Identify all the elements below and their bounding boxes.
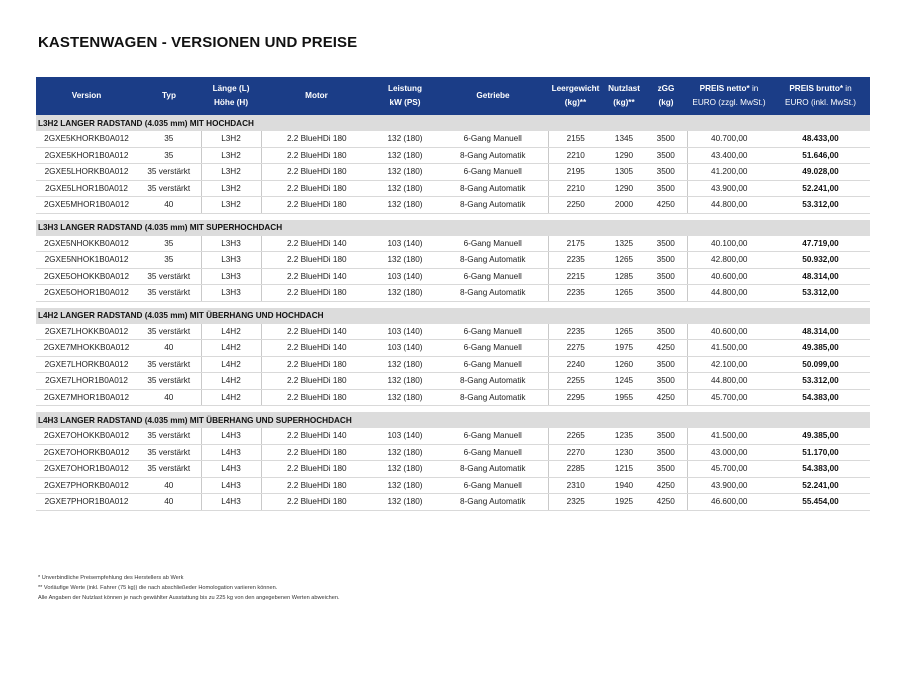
cell-leistung: 132 (180) <box>372 389 438 406</box>
footnotes <box>38 573 340 603</box>
cell-preis-brutto: 52.241,00 <box>771 180 870 197</box>
cell-zgg: 3500 <box>645 444 687 461</box>
cell-motor: 2.2 BlueHDi 180 <box>261 197 372 214</box>
table-row <box>36 477 870 494</box>
table-row <box>36 340 870 357</box>
footnote: ** Vorläufige Werte (inkl. Fahrer (75 kg)) die nach abschließeder Homologation variieren können. <box>38 585 278 591</box>
footnote: Alle Angaben der Nutzlast können je nach gewählter Ausstattung bis zu 225 kg von den angegebenen Werten abweichen. <box>38 595 340 601</box>
header-version: Version <box>36 77 137 115</box>
cell-getriebe: 6-Gang Manuell <box>438 340 548 357</box>
cell-leistung: 132 (180) <box>372 477 438 494</box>
cell-zgg: 3500 <box>645 324 687 340</box>
section-title: L3H2 LANGER RADSTAND (4.035 mm) MIT HOCHDACH <box>36 115 870 131</box>
cell-motor: 2.2 BlueHDi 180 <box>261 461 372 478</box>
cell-motor: 2.2 BlueHDi 140 <box>261 428 372 444</box>
cell-version: 2GXE7LHOR1B0A012 <box>36 373 137 390</box>
cell-preis-brutto: 53.312,00 <box>771 285 870 302</box>
cell-preis-netto: 43.900,00 <box>687 180 771 197</box>
cell-typ: 40 <box>137 389 201 406</box>
cell-nutzlast: 1955 <box>603 389 645 406</box>
cell-motor: 2.2 BlueHDi 180 <box>261 164 372 181</box>
cell-preis-brutto: 48.433,00 <box>771 131 870 147</box>
cell-leistung: 103 (140) <box>372 268 438 285</box>
table-row <box>36 236 870 252</box>
cell-getriebe: 6-Gang Manuell <box>438 444 548 461</box>
cell-getriebe: 8-Gang Automatik <box>438 252 548 269</box>
cell-getriebe: 8-Gang Automatik <box>438 461 548 478</box>
cell-typ: 35 verstärkt <box>137 164 201 181</box>
cell-laenge-hoehe: L3H3 <box>201 268 261 285</box>
cell-zgg: 3500 <box>645 131 687 147</box>
cell-nutzlast: 1215 <box>603 461 645 478</box>
cell-preis-brutto: 49.385,00 <box>771 340 870 357</box>
header-typ: Typ <box>137 77 201 115</box>
cell-leergewicht: 2310 <box>548 477 603 494</box>
cell-leistung: 132 (180) <box>372 494 438 511</box>
cell-nutzlast: 1925 <box>603 494 645 511</box>
cell-preis-netto: 46.600,00 <box>687 494 771 511</box>
footnote: * Unverbindliche Preisempfehlung des Herstellers ab Werk <box>38 575 184 581</box>
cell-zgg: 4250 <box>645 340 687 357</box>
cell-leistung: 132 (180) <box>372 444 438 461</box>
cell-getriebe: 6-Gang Manuell <box>438 356 548 373</box>
cell-preis-brutto: 49.385,00 <box>771 428 870 444</box>
cell-preis-brutto: 53.312,00 <box>771 373 870 390</box>
cell-leistung: 103 (140) <box>372 340 438 357</box>
cell-typ: 35 verstärkt <box>137 285 201 302</box>
cell-version: 2GXE5KHORKB0A012 <box>36 131 137 147</box>
cell-nutzlast: 2000 <box>603 197 645 214</box>
cell-zgg: 3500 <box>645 285 687 302</box>
cell-leergewicht: 2325 <box>548 494 603 511</box>
header-leistung: Leistung kW (PS) <box>372 77 438 115</box>
cell-laenge-hoehe: L4H2 <box>201 356 261 373</box>
cell-getriebe: 6-Gang Manuell <box>438 428 548 444</box>
cell-getriebe: 6-Gang Manuell <box>438 268 548 285</box>
cell-leergewicht: 2285 <box>548 461 603 478</box>
cell-nutzlast: 1290 <box>603 147 645 164</box>
cell-motor: 2.2 BlueHDi 180 <box>261 444 372 461</box>
cell-preis-netto: 40.600,00 <box>687 268 771 285</box>
cell-version: 2GXE5LHORKB0A012 <box>36 164 137 181</box>
cell-motor: 2.2 BlueHDi 180 <box>261 477 372 494</box>
cell-version: 2GXE5MHOR1B0A012 <box>36 197 137 214</box>
cell-preis-brutto: 55.454,00 <box>771 494 870 511</box>
cell-laenge-hoehe: L4H3 <box>201 461 261 478</box>
cell-preis-netto: 40.100,00 <box>687 236 771 252</box>
header-motor: Motor <box>261 77 372 115</box>
table-row <box>36 494 870 511</box>
cell-version: 2GXE5NHOKKB0A012 <box>36 236 137 252</box>
cell-leergewicht: 2210 <box>548 147 603 164</box>
section-header-row <box>36 412 870 428</box>
cell-motor: 2.2 BlueHDi 140 <box>261 340 372 357</box>
cell-preis-netto: 43.400,00 <box>687 147 771 164</box>
cell-preis-netto: 45.700,00 <box>687 461 771 478</box>
table-row <box>36 373 870 390</box>
cell-getriebe: 8-Gang Automatik <box>438 180 548 197</box>
cell-leistung: 132 (180) <box>372 180 438 197</box>
cell-getriebe: 8-Gang Automatik <box>438 494 548 511</box>
cell-motor: 2.2 BlueHDi 180 <box>261 252 372 269</box>
cell-version: 2GXE7OHOKKB0A012 <box>36 428 137 444</box>
section-title: L4H3 LANGER RADSTAND (4.035 mm) MIT ÜBERHANG UND SUPERHOCHDACH <box>36 412 870 428</box>
cell-zgg: 3500 <box>645 147 687 164</box>
section-header-row <box>36 115 870 131</box>
cell-leistung: 103 (140) <box>372 428 438 444</box>
cell-motor: 2.2 BlueHDi 140 <box>261 324 372 340</box>
cell-leergewicht: 2255 <box>548 373 603 390</box>
cell-typ: 35 verstärkt <box>137 461 201 478</box>
cell-laenge-hoehe: L3H2 <box>201 147 261 164</box>
cell-nutzlast: 1260 <box>603 356 645 373</box>
cell-typ: 35 <box>137 252 201 269</box>
cell-leergewicht: 2175 <box>548 236 603 252</box>
cell-zgg: 3500 <box>645 268 687 285</box>
cell-preis-netto: 44.800,00 <box>687 197 771 214</box>
cell-motor: 2.2 BlueHDi 180 <box>261 356 372 373</box>
cell-getriebe: 6-Gang Manuell <box>438 324 548 340</box>
cell-typ: 35 verstärkt <box>137 180 201 197</box>
cell-version: 2GXE7PHOR1B0A012 <box>36 494 137 511</box>
cell-preis-brutto: 54.383,00 <box>771 389 870 406</box>
cell-leistung: 132 (180) <box>372 197 438 214</box>
cell-nutzlast: 1230 <box>603 444 645 461</box>
cell-getriebe: 6-Gang Manuell <box>438 131 548 147</box>
price-table <box>36 77 870 511</box>
cell-zgg: 3500 <box>645 236 687 252</box>
cell-version: 2GXE5OHOR1B0A012 <box>36 285 137 302</box>
cell-laenge-hoehe: L3H3 <box>201 236 261 252</box>
cell-preis-brutto: 52.241,00 <box>771 477 870 494</box>
cell-leergewicht: 2295 <box>548 389 603 406</box>
cell-nutzlast: 1290 <box>603 180 645 197</box>
cell-leistung: 132 (180) <box>372 356 438 373</box>
cell-getriebe: 8-Gang Automatik <box>438 285 548 302</box>
cell-laenge-hoehe: L4H2 <box>201 324 261 340</box>
table-row <box>36 268 870 285</box>
cell-leistung: 132 (180) <box>372 252 438 269</box>
cell-zgg: 4250 <box>645 494 687 511</box>
cell-nutzlast: 1285 <box>603 268 645 285</box>
cell-motor: 2.2 BlueHDi 180 <box>261 389 372 406</box>
cell-leergewicht: 2270 <box>548 444 603 461</box>
cell-typ: 35 verstärkt <box>137 373 201 390</box>
table-row <box>36 285 870 302</box>
header-getriebe: Getriebe <box>438 77 548 115</box>
table-row <box>36 180 870 197</box>
table-row <box>36 356 870 373</box>
cell-leistung: 103 (140) <box>372 324 438 340</box>
cell-getriebe: 8-Gang Automatik <box>438 147 548 164</box>
cell-leergewicht: 2235 <box>548 252 603 269</box>
cell-zgg: 4250 <box>645 477 687 494</box>
section-title: L4H2 LANGER RADSTAND (4.035 mm) MIT ÜBERHANG UND HOCHDACH <box>36 308 870 324</box>
cell-preis-netto: 44.800,00 <box>687 285 771 302</box>
cell-laenge-hoehe: L4H3 <box>201 477 261 494</box>
cell-laenge-hoehe: L3H2 <box>201 197 261 214</box>
cell-typ: 35 verstärkt <box>137 268 201 285</box>
cell-zgg: 3500 <box>645 373 687 390</box>
cell-laenge-hoehe: L4H2 <box>201 373 261 390</box>
header-laenge: Länge (L) Höhe (H) <box>201 77 261 115</box>
cell-typ: 40 <box>137 494 201 511</box>
cell-version: 2GXE5KHOR1B0A012 <box>36 147 137 164</box>
cell-motor: 2.2 BlueHDi 140 <box>261 268 372 285</box>
table-header-row <box>36 77 870 115</box>
cell-nutzlast: 1265 <box>603 285 645 302</box>
table-row <box>36 324 870 340</box>
cell-typ: 35 <box>137 236 201 252</box>
table-row <box>36 389 870 406</box>
cell-nutzlast: 1265 <box>603 324 645 340</box>
cell-zgg: 4250 <box>645 197 687 214</box>
cell-version: 2GXE7OHORKB0A012 <box>36 444 137 461</box>
cell-preis-netto: 40.700,00 <box>687 131 771 147</box>
cell-preis-brutto: 53.312,00 <box>771 197 870 214</box>
cell-motor: 2.2 BlueHDi 180 <box>261 494 372 511</box>
cell-motor: 2.2 BlueHDi 140 <box>261 236 372 252</box>
cell-leistung: 132 (180) <box>372 164 438 181</box>
cell-zgg: 3500 <box>645 164 687 181</box>
cell-zgg: 3500 <box>645 461 687 478</box>
section-header-row <box>36 308 870 324</box>
table-row <box>36 197 870 214</box>
cell-nutzlast: 1325 <box>603 236 645 252</box>
cell-getriebe: 8-Gang Automatik <box>438 389 548 406</box>
cell-leergewicht: 2240 <box>548 356 603 373</box>
cell-motor: 2.2 BlueHDi 180 <box>261 180 372 197</box>
cell-version: 2GXE5LHOR1B0A012 <box>36 180 137 197</box>
cell-leistung: 132 (180) <box>372 461 438 478</box>
cell-preis-brutto: 47.719,00 <box>771 236 870 252</box>
cell-leergewicht: 2235 <box>548 324 603 340</box>
cell-laenge-hoehe: L4H3 <box>201 494 261 511</box>
cell-preis-netto: 40.600,00 <box>687 324 771 340</box>
cell-getriebe: 6-Gang Manuell <box>438 164 548 181</box>
cell-preis-brutto: 50.099,00 <box>771 356 870 373</box>
cell-nutzlast: 1345 <box>603 131 645 147</box>
cell-laenge-hoehe: L4H2 <box>201 340 261 357</box>
cell-version: 2GXE7LHORKB0A012 <box>36 356 137 373</box>
cell-zgg: 3500 <box>645 180 687 197</box>
cell-leergewicht: 2235 <box>548 285 603 302</box>
cell-leergewicht: 2210 <box>548 180 603 197</box>
section-title: L3H3 LANGER RADSTAND (4.035 mm) MIT SUPERHOCHDACH <box>36 220 870 236</box>
table-body <box>36 115 870 510</box>
cell-preis-brutto: 48.314,00 <box>771 324 870 340</box>
cell-leistung: 103 (140) <box>372 236 438 252</box>
cell-leergewicht: 2265 <box>548 428 603 444</box>
cell-zgg: 3500 <box>645 252 687 269</box>
cell-nutzlast: 1305 <box>603 164 645 181</box>
cell-version: 2GXE5OHOKKB0A012 <box>36 268 137 285</box>
cell-preis-netto: 43.000,00 <box>687 444 771 461</box>
header-preis-brutto: PREIS brutto* in EURO (inkl. MwSt.) <box>771 77 870 115</box>
cell-typ: 35 verstärkt <box>137 428 201 444</box>
cell-typ: 35 verstärkt <box>137 356 201 373</box>
cell-leergewicht: 2155 <box>548 131 603 147</box>
cell-laenge-hoehe: L3H2 <box>201 131 261 147</box>
cell-version: 2GXE7PHORKB0A012 <box>36 477 137 494</box>
cell-getriebe: 8-Gang Automatik <box>438 197 548 214</box>
table-row <box>36 164 870 181</box>
cell-laenge-hoehe: L4H2 <box>201 389 261 406</box>
cell-typ: 35 <box>137 147 201 164</box>
cell-preis-netto: 43.900,00 <box>687 477 771 494</box>
table-row <box>36 444 870 461</box>
cell-leistung: 132 (180) <box>372 131 438 147</box>
cell-typ: 40 <box>137 197 201 214</box>
cell-preis-brutto: 48.314,00 <box>771 268 870 285</box>
cell-laenge-hoehe: L4H3 <box>201 428 261 444</box>
table-row <box>36 252 870 269</box>
cell-nutzlast: 1975 <box>603 340 645 357</box>
cell-typ: 35 verstärkt <box>137 324 201 340</box>
cell-laenge-hoehe: L3H3 <box>201 285 261 302</box>
cell-version: 2GXE7MHOR1B0A012 <box>36 389 137 406</box>
table-row <box>36 131 870 147</box>
cell-preis-brutto: 51.170,00 <box>771 444 870 461</box>
cell-leergewicht: 2195 <box>548 164 603 181</box>
table-row <box>36 428 870 444</box>
header-nutzlast: Nutzlast (kg)** <box>603 77 645 115</box>
header-preis-netto: PREIS netto* in EURO (zzgl. MwSt.) <box>687 77 771 115</box>
cell-zgg: 3500 <box>645 356 687 373</box>
cell-typ: 35 <box>137 131 201 147</box>
cell-preis-netto: 41.500,00 <box>687 340 771 357</box>
cell-preis-netto: 45.700,00 <box>687 389 771 406</box>
header-zgg: zGG (kg) <box>645 77 687 115</box>
cell-laenge-hoehe: L3H3 <box>201 252 261 269</box>
cell-laenge-hoehe: L3H2 <box>201 164 261 181</box>
cell-zgg: 4250 <box>645 389 687 406</box>
page-title: KASTENWAGEN - VERSIONEN UND PREISE <box>38 34 358 51</box>
cell-version: 2GXE7LHOKKB0A012 <box>36 324 137 340</box>
cell-getriebe: 8-Gang Automatik <box>438 373 548 390</box>
cell-typ: 40 <box>137 477 201 494</box>
cell-nutzlast: 1265 <box>603 252 645 269</box>
cell-preis-brutto: 54.383,00 <box>771 461 870 478</box>
cell-leergewicht: 2215 <box>548 268 603 285</box>
cell-leergewicht: 2275 <box>548 340 603 357</box>
cell-leistung: 132 (180) <box>372 285 438 302</box>
cell-motor: 2.2 BlueHDi 180 <box>261 131 372 147</box>
cell-preis-brutto: 51.646,00 <box>771 147 870 164</box>
cell-preis-netto: 42.100,00 <box>687 356 771 373</box>
cell-version: 2GXE5NHOK1B0A012 <box>36 252 137 269</box>
cell-version: 2GXE7OHOR1B0A012 <box>36 461 137 478</box>
cell-typ: 40 <box>137 340 201 357</box>
table-row <box>36 461 870 478</box>
cell-getriebe: 6-Gang Manuell <box>438 236 548 252</box>
cell-preis-netto: 41.200,00 <box>687 164 771 181</box>
cell-nutzlast: 1940 <box>603 477 645 494</box>
cell-motor: 2.2 BlueHDi 180 <box>261 147 372 164</box>
cell-preis-brutto: 49.028,00 <box>771 164 870 181</box>
cell-version: 2GXE7MHOKKB0A012 <box>36 340 137 357</box>
cell-motor: 2.2 BlueHDi 180 <box>261 285 372 302</box>
cell-leergewicht: 2250 <box>548 197 603 214</box>
header-leergewicht: Leergewicht (kg)** <box>548 77 603 115</box>
cell-preis-netto: 42.800,00 <box>687 252 771 269</box>
cell-leistung: 132 (180) <box>372 147 438 164</box>
cell-motor: 2.2 BlueHDi 180 <box>261 373 372 390</box>
cell-laenge-hoehe: L4H3 <box>201 444 261 461</box>
cell-typ: 35 verstärkt <box>137 444 201 461</box>
table-row <box>36 147 870 164</box>
cell-preis-brutto: 50.932,00 <box>771 252 870 269</box>
cell-leistung: 132 (180) <box>372 373 438 390</box>
cell-nutzlast: 1235 <box>603 428 645 444</box>
cell-preis-netto: 44.800,00 <box>687 373 771 390</box>
cell-nutzlast: 1245 <box>603 373 645 390</box>
section-header-row <box>36 220 870 236</box>
cell-getriebe: 6-Gang Manuell <box>438 477 548 494</box>
cell-zgg: 3500 <box>645 428 687 444</box>
cell-preis-netto: 41.500,00 <box>687 428 771 444</box>
cell-laenge-hoehe: L3H2 <box>201 180 261 197</box>
